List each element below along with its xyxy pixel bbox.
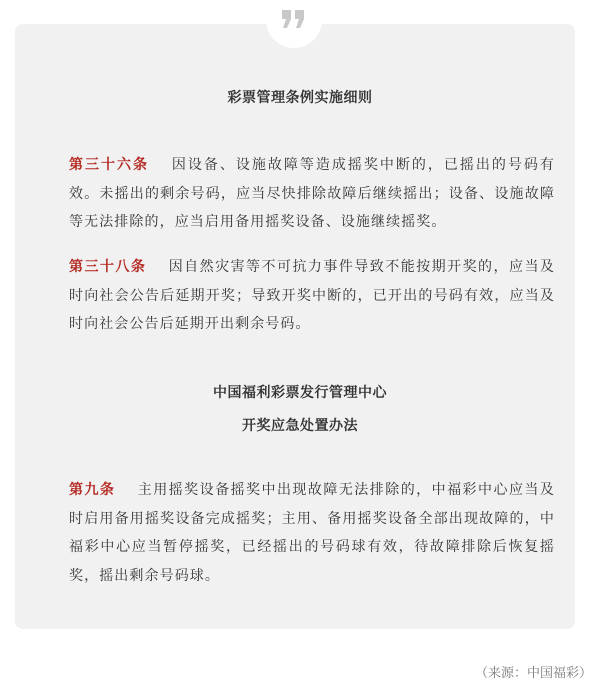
article-paragraph bbox=[69, 253, 555, 339]
article-number: 第三十八条 bbox=[69, 259, 147, 275]
section2-title-line1: 中国福利彩票发行管理中心 bbox=[213, 385, 387, 401]
article-text: 主用摇奖设备摇奖中出现故障无法排除的，中福彩中心应当及时启用备用摇奖设备完成摇奖；主用、备用摇奖设备全部出现故障的，中福彩中心应当暂停摇奖，已经摇出的号码球有效，待故障排除后恢复摇奖，摇出剩余号码球。 bbox=[69, 482, 555, 584]
article-text: 因设备、设施故障等造成摇奖中断的，已摇出的号码有效。未摇出的剩余号码，应当尽快排除故障后继续摇出；设备、设施故障等无法排除的，应当启用备用摇奖设备、设施继续摇奖。 bbox=[69, 157, 555, 230]
section1-title: 彩票管理条例实施细则 bbox=[227, 90, 373, 106]
article-paragraph bbox=[69, 476, 555, 590]
article-text: 因自然灾害等不可抗力事件导致不能按期开奖的，应当及时向社会公告后延期开奖；导致开奖中断的，已开出的号码有效，应当及时向社会公告后延期开出剩余号码。 bbox=[69, 259, 556, 332]
article-number: 第九条 bbox=[69, 482, 116, 498]
article-paragraph bbox=[69, 151, 555, 237]
article-number: 第三十六条 bbox=[69, 157, 149, 173]
source-note: （来源：中国福彩） bbox=[474, 666, 592, 681]
quote-icon bbox=[280, 8, 308, 30]
section2-title-line2: 开奖应急处置办法 bbox=[242, 418, 358, 434]
